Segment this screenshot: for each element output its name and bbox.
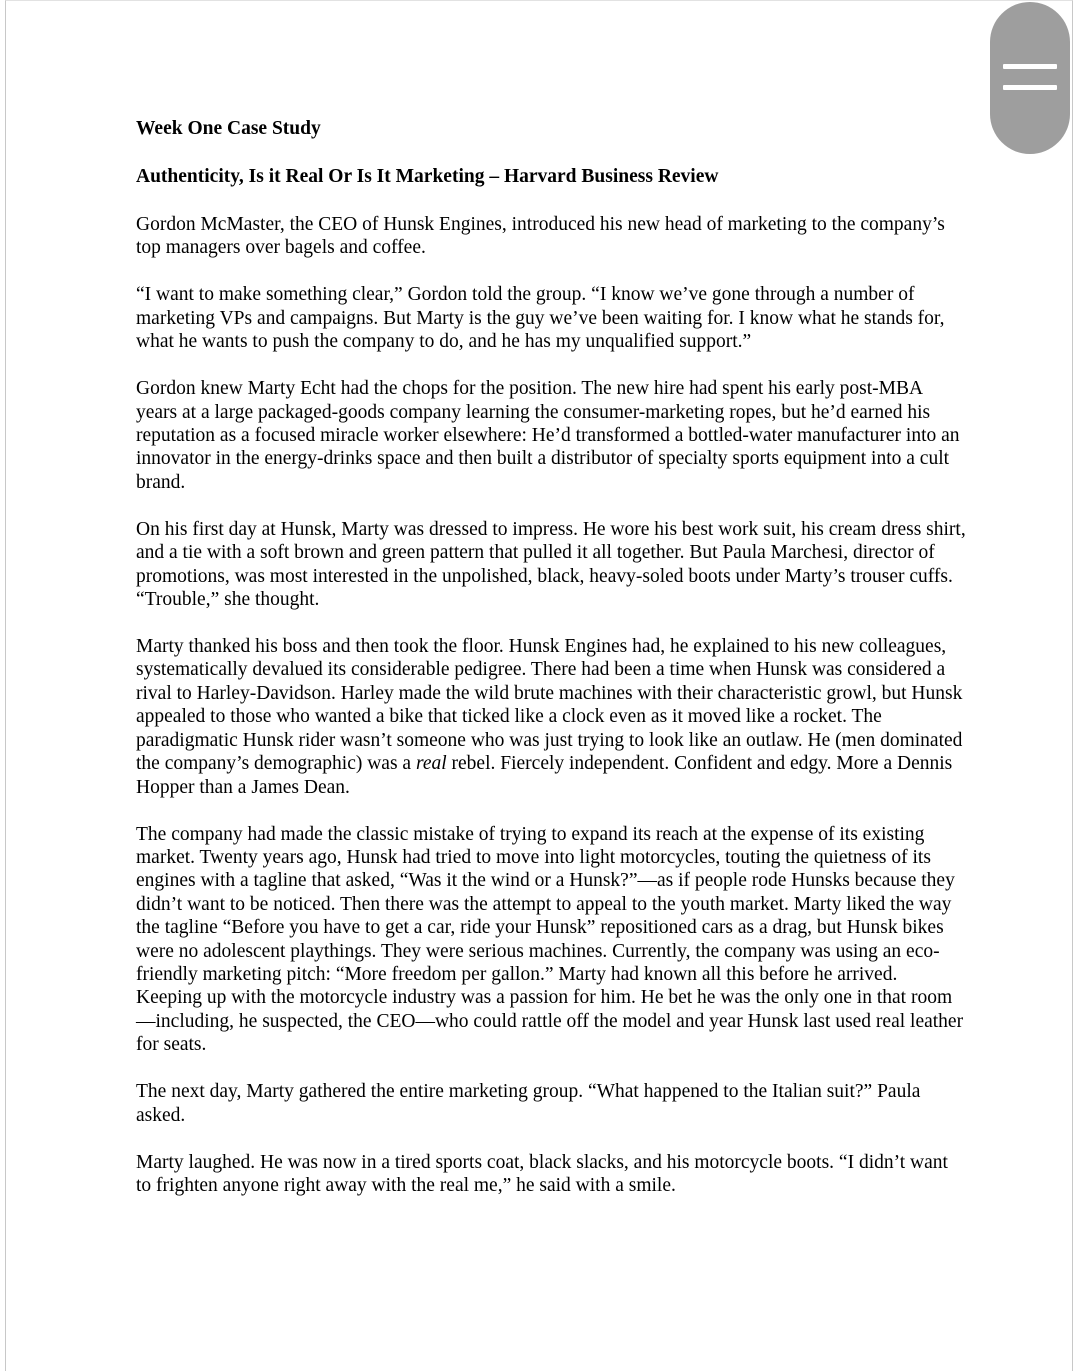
paragraph-8: Marty laughed. He was now in a tired sports coat, black slacks, and his motorcycle boots. “I didn’t want to frighten anyone right away with the real me,” he said with a smile. — [136, 1151, 948, 1196]
paragraph-6: The company had made the classic mistake of trying to expand its reach at the expense of its existing market. Twenty years ago, Hunsk had tried to move into light motorcycles, touting the quietness of its engines with a tagline that asked, “Was it the wind or a Hunsk?”—as if people rode Hunsks because they didn’t want to be noticed. Then there was the attempt to appeal to the youth market. Marty liked the way the tagline “Before you have to get a car, ride your Hunsk” repositioned cars as a drag, but Hunsk bikes were no adolescent playthings. They were serious machines. Currently, the company was using an eco-friendly marketing pitch: “More freedom per gallon.” Marty had known all this before he arrived. Keeping up with the motorcycle industry was a passion for him. He bet he was the only one in that room—including, he suspected, the CEO—who could rattle off the model and year Hunsk last used real leather for seats. — [136, 823, 964, 1056]
paragraph-2: “I want to make something clear,” Gordon told the group. “I know we’ve gone through a number of marketing VPs and campaigns. But Marty is the guy we’ve been waiting for. I know what he stands for, what he wants to push the company to do, and he has my unqualified support.” — [136, 284, 945, 353]
paragraph-5 — [136, 635, 966, 799]
paragraph-5-text-before: Marty thanked his boss and then took the floor. Hunsk Engines had, he explained to his new colleagues, systematically devalued its considerable pedigree. There had been a time when Hunsk was considered a rival to Harley-Davidson. Harley made the wild brute machines with their characteristic growl, but Hunsk appealed to those who wanted a bike that ticked like a clock even as it moved like a rocket. The paradigmatic Hunsk rider wasn’t someone who was just trying to look like an outlaw. He (men dominated the company’s demographic) was a — [136, 636, 963, 775]
drag-handle-icon — [1003, 64, 1057, 69]
scroll-handle[interactable] — [990, 2, 1070, 154]
paragraph-3: Gordon knew Marty Echt had the chops for the position. The new hire had spent his early post-MBA years at a large packaged-goods company learning the consumer-marketing ropes, but he’d earned his reputation as a focused miracle worker elsewhere: He’d transformed a bottled-water manufacturer into an innovator in the energy-drinks space and then built a distributor of specialty sports equipment into a cult brand. — [136, 378, 960, 493]
document-subtitle: Authenticity, Is it Real Or Is It Marketing – Harvard Business Review — [136, 166, 719, 187]
paragraph-4: On his first day at Hunsk, Marty was dressed to impress. He wore his best work suit, his cream dress shirt, and a tie with a soft brown and green pattern that pulled it all together. But Paula Marchesi, director of promotions, was most interested in the unpolished, black, heavy-soled boots under Marty’s trouser cuffs. “Trouble,” she thought. — [136, 518, 966, 611]
document-page — [5, 0, 1073, 1371]
paragraph-1: Gordon McMaster, the CEO of Hunsk Engines, introduced his new head of marketing to the company’s top managers over bagels and coffee. — [136, 214, 945, 259]
emphasis-real: real — [415, 753, 447, 775]
document-title: Week One Case Study — [136, 118, 321, 139]
paragraph-7: The next day, Marty gathered the entire marketing group. “What happened to the Italian suit?” Paula asked. — [136, 1081, 921, 1126]
document-body — [136, 117, 966, 1221]
drag-handle-icon — [1003, 85, 1057, 90]
paragraph-5-text-after: rebel. Fiercely independent. Confident and edgy. More a Dennis Hopper than a James Dean. — [136, 753, 953, 798]
